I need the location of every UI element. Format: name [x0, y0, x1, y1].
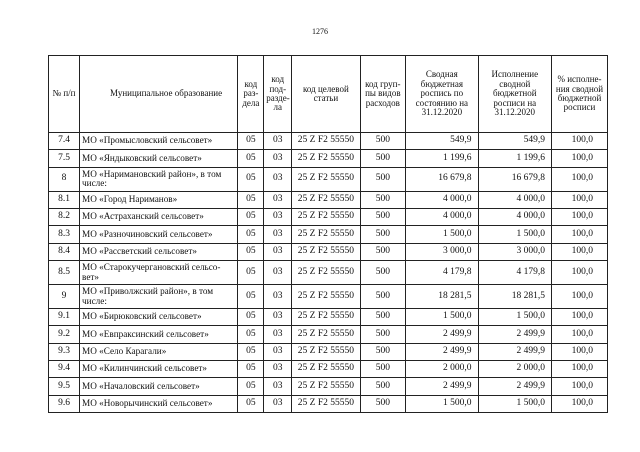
cell-section: 05 — [238, 226, 264, 243]
cell-pct: 100,0 — [552, 395, 608, 412]
cell-group: 500 — [360, 309, 406, 326]
table-row — [49, 209, 608, 226]
cell-name: МО «Приволжский район», в том числе: — [80, 285, 238, 309]
cell-pct: 100,0 — [552, 378, 608, 395]
cell-section: 05 — [238, 378, 264, 395]
cell-exec: 2 499,9 — [478, 326, 551, 343]
cell-num: 9.2 — [49, 326, 80, 343]
cell-section: 05 — [238, 209, 264, 226]
cell-num: 9.6 — [49, 395, 80, 412]
cell-group: 500 — [360, 326, 406, 343]
cell-exec: 16 679,8 — [478, 167, 551, 191]
cell-exec: 2 499,9 — [478, 378, 551, 395]
table-row — [49, 285, 608, 309]
cell-group: 500 — [360, 150, 406, 167]
cell-exec: 18 281,5 — [478, 285, 551, 309]
cell-name: МО «Астраханский сельсовет» — [80, 209, 238, 226]
header-pct: % исполне-ния сводной бюджетной росписи — [552, 56, 608, 133]
header-section: код раз-дела — [238, 56, 264, 133]
cell-name: МО «Город Нариманов» — [80, 191, 238, 208]
cell-pct: 100,0 — [552, 167, 608, 191]
cell-section: 05 — [238, 343, 264, 360]
cell-name: МО «Рассветский сельсовет» — [80, 243, 238, 260]
cell-section: 05 — [238, 167, 264, 191]
cell-exec: 4 179,8 — [478, 261, 551, 285]
cell-section: 05 — [238, 133, 264, 150]
cell-exec: 4 000,0 — [478, 191, 551, 208]
cell-group: 500 — [360, 226, 406, 243]
cell-plan: 2 499,9 — [406, 378, 478, 395]
cell-plan: 4 000,0 — [406, 191, 478, 208]
cell-pct: 100,0 — [552, 361, 608, 378]
cell-num: 8.4 — [49, 243, 80, 260]
cell-target: 25 Z F2 55550 — [292, 261, 360, 285]
cell-pct: 100,0 — [552, 191, 608, 208]
cell-num: 8.3 — [49, 226, 80, 243]
header-num: № п/п — [49, 56, 80, 133]
cell-exec: 2 000,0 — [478, 361, 551, 378]
cell-num: 7.5 — [49, 150, 80, 167]
cell-group: 500 — [360, 243, 406, 260]
cell-subsection: 03 — [264, 150, 292, 167]
cell-plan: 1 500,0 — [406, 226, 478, 243]
table-row — [49, 133, 608, 150]
cell-subsection: 03 — [264, 309, 292, 326]
cell-plan: 2 499,9 — [406, 343, 478, 360]
cell-subsection: 03 — [264, 343, 292, 360]
cell-section: 05 — [238, 150, 264, 167]
cell-plan: 3 000,0 — [406, 243, 478, 260]
cell-plan: 4 179,8 — [406, 261, 478, 285]
cell-section: 05 — [238, 395, 264, 412]
cell-group: 500 — [360, 378, 406, 395]
cell-num: 7.4 — [49, 133, 80, 150]
cell-subsection: 03 — [264, 395, 292, 412]
cell-target: 25 Z F2 55550 — [292, 309, 360, 326]
cell-exec: 549,9 — [478, 133, 551, 150]
cell-section: 05 — [238, 261, 264, 285]
cell-target: 25 Z F2 55550 — [292, 150, 360, 167]
header-exec: Исполнение сводной бюджетной росписи на 31.12.2020 — [478, 56, 551, 133]
cell-name: МО «Наримановский район», в том числе: — [80, 167, 238, 191]
cell-subsection: 03 — [264, 209, 292, 226]
cell-plan: 16 679,8 — [406, 167, 478, 191]
cell-subsection: 03 — [264, 378, 292, 395]
cell-group: 500 — [360, 133, 406, 150]
cell-target: 25 Z F2 55550 — [292, 243, 360, 260]
cell-section: 05 — [238, 285, 264, 309]
cell-name: МО «Промысловский сельсовет» — [80, 133, 238, 150]
cell-name: МО «Старокучергановский сельсо-вет» — [80, 261, 238, 285]
cell-exec: 2 499,9 — [478, 343, 551, 360]
cell-num: 9.3 — [49, 343, 80, 360]
cell-num: 9.5 — [49, 378, 80, 395]
cell-pct: 100,0 — [552, 309, 608, 326]
cell-pct: 100,0 — [552, 226, 608, 243]
cell-target: 25 Z F2 55550 — [292, 395, 360, 412]
cell-exec: 4 000,0 — [478, 209, 551, 226]
cell-pct: 100,0 — [552, 209, 608, 226]
cell-plan: 1 500,0 — [406, 395, 478, 412]
cell-plan: 1 199,6 — [406, 150, 478, 167]
cell-pct: 100,0 — [552, 343, 608, 360]
cell-name: МО «Килинчинский сельсовет» — [80, 361, 238, 378]
cell-target: 25 Z F2 55550 — [292, 191, 360, 208]
cell-exec: 3 000,0 — [478, 243, 551, 260]
cell-target: 25 Z F2 55550 — [292, 378, 360, 395]
cell-group: 500 — [360, 395, 406, 412]
table-row — [49, 167, 608, 191]
cell-name: МО «Началовский сельсовет» — [80, 378, 238, 395]
cell-exec: 1 199,6 — [478, 150, 551, 167]
cell-target: 25 Z F2 55550 — [292, 226, 360, 243]
cell-name: МО «Новорычинский сельсовет» — [80, 395, 238, 412]
cell-group: 500 — [360, 261, 406, 285]
cell-plan: 549,9 — [406, 133, 478, 150]
cell-section: 05 — [238, 326, 264, 343]
table-row — [49, 150, 608, 167]
cell-plan: 2 000,0 — [406, 361, 478, 378]
table-row — [49, 226, 608, 243]
cell-plan: 4 000,0 — [406, 209, 478, 226]
table-row — [49, 309, 608, 326]
cell-subsection: 03 — [264, 133, 292, 150]
cell-target: 25 Z F2 55550 — [292, 285, 360, 309]
cell-exec: 1 500,0 — [478, 395, 551, 412]
cell-target: 25 Z F2 55550 — [292, 209, 360, 226]
cell-target: 25 Z F2 55550 — [292, 343, 360, 360]
cell-num: 9.1 — [49, 309, 80, 326]
table-row — [49, 326, 608, 343]
cell-plan: 2 499,9 — [406, 326, 478, 343]
cell-num: 8.2 — [49, 209, 80, 226]
cell-group: 500 — [360, 285, 406, 309]
table-row — [49, 191, 608, 208]
table-body — [49, 133, 608, 413]
cell-target: 25 Z F2 55550 — [292, 167, 360, 191]
cell-section: 05 — [238, 309, 264, 326]
cell-section: 05 — [238, 191, 264, 208]
page-number: 1276 — [312, 27, 328, 36]
cell-num: 8.5 — [49, 261, 80, 285]
header-plan: Сводная бюджетная роспись по состоянию на 31.12.2020 — [406, 56, 478, 133]
table-row — [49, 361, 608, 378]
header-expense-group: код груп-пы видов расходов — [360, 56, 406, 133]
cell-subsection: 03 — [264, 191, 292, 208]
cell-num: 9.4 — [49, 361, 80, 378]
table-row — [49, 243, 608, 260]
cell-group: 500 — [360, 191, 406, 208]
cell-target: 25 Z F2 55550 — [292, 326, 360, 343]
cell-target: 25 Z F2 55550 — [292, 133, 360, 150]
cell-subsection: 03 — [264, 285, 292, 309]
cell-name: МО «Разночиновский сельсовет» — [80, 226, 238, 243]
cell-num: 8 — [49, 167, 80, 191]
table-row — [49, 343, 608, 360]
cell-subsection: 03 — [264, 326, 292, 343]
cell-num: 9 — [49, 285, 80, 309]
header-subsection: код под-разде-ла — [264, 56, 292, 133]
header-name: Муниципальное образование — [80, 56, 238, 133]
cell-subsection: 03 — [264, 167, 292, 191]
header-target: код целевой статьи — [292, 56, 360, 133]
cell-pct: 100,0 — [552, 261, 608, 285]
cell-exec: 1 500,0 — [478, 309, 551, 326]
cell-name: МО «Село Карагали» — [80, 343, 238, 360]
cell-pct: 100,0 — [552, 150, 608, 167]
cell-group: 500 — [360, 361, 406, 378]
table-header — [49, 56, 608, 133]
budget-table — [48, 55, 608, 413]
table-row — [49, 261, 608, 285]
cell-group: 500 — [360, 167, 406, 191]
cell-pct: 100,0 — [552, 326, 608, 343]
cell-name: МО «Яндыковский сельсовет» — [80, 150, 238, 167]
cell-subsection: 03 — [264, 261, 292, 285]
cell-exec: 1 500,0 — [478, 226, 551, 243]
cell-section: 05 — [238, 243, 264, 260]
cell-plan: 18 281,5 — [406, 285, 478, 309]
cell-pct: 100,0 — [552, 133, 608, 150]
cell-section: 05 — [238, 361, 264, 378]
cell-num: 8.1 — [49, 191, 80, 208]
cell-group: 500 — [360, 209, 406, 226]
cell-name: МО «Евпраксинский сельсовет» — [80, 326, 238, 343]
cell-target: 25 Z F2 55550 — [292, 361, 360, 378]
cell-plan: 1 500,0 — [406, 309, 478, 326]
cell-pct: 100,0 — [552, 285, 608, 309]
cell-subsection: 03 — [264, 226, 292, 243]
cell-subsection: 03 — [264, 243, 292, 260]
table-row — [49, 395, 608, 412]
cell-subsection: 03 — [264, 361, 292, 378]
table-row — [49, 378, 608, 395]
cell-group: 500 — [360, 343, 406, 360]
cell-pct: 100,0 — [552, 243, 608, 260]
cell-name: МО «Бирюковский сельсовет» — [80, 309, 238, 326]
